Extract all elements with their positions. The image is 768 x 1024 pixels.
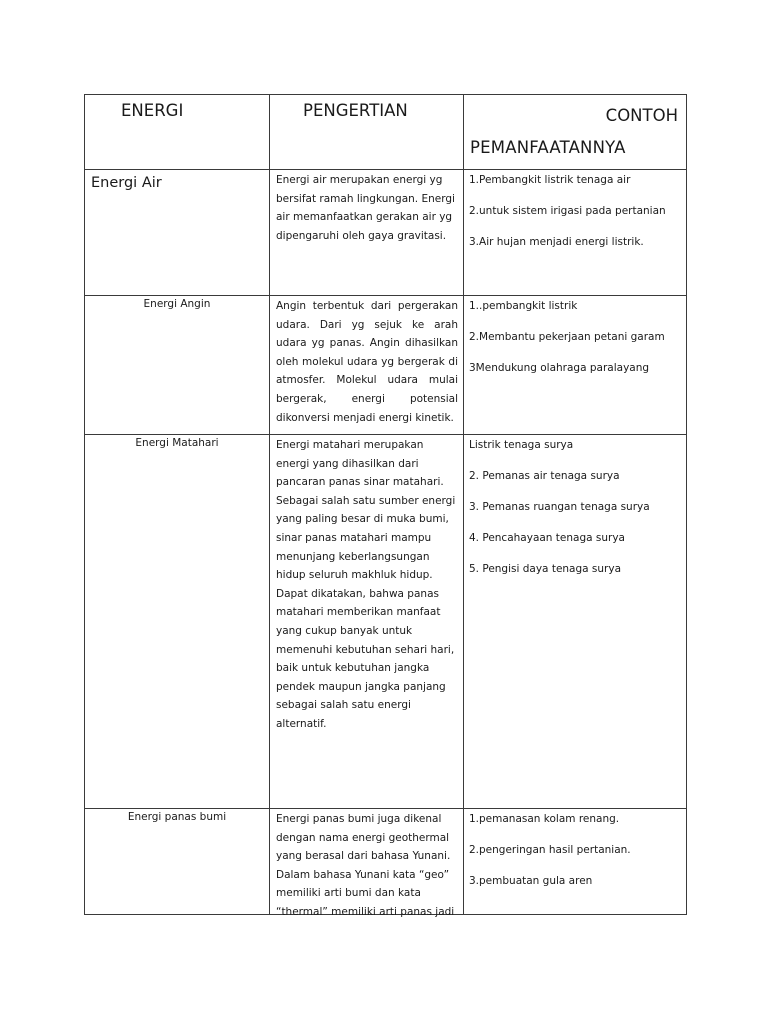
energy-name: Energi Air	[85, 170, 270, 296]
energy-table	[84, 94, 687, 918]
table-row	[85, 296, 687, 435]
energy-name: Energi Matahari	[85, 435, 270, 809]
table-row	[85, 809, 687, 915]
example-item: 4. Pencahayaan tenaga surya	[469, 532, 625, 544]
example-item: 3. Pemanas ruangan tenaga surya	[469, 501, 650, 513]
energy-definition: Angin terbentuk dari pergerakan udara. Dari yg sejuk ke arah udara yg panas. Angin dihasilkan oleh molekul udara yg bergerak di atmosfer. Molekul udara mulai bergerak, energi potensial dikonversi menjadi energi kinetik.	[270, 296, 464, 435]
example-item: 3.pembuatan gula aren	[469, 875, 593, 887]
header-contoh-line1: CONTOH	[605, 106, 678, 125]
header-energi: ENERGI	[85, 95, 270, 170]
example-item: 2.untuk sistem irigasi pada pertanian	[469, 205, 666, 217]
header-pengertian: PENGERTIAN	[270, 95, 464, 170]
energy-examples	[464, 170, 687, 296]
table-row	[85, 170, 687, 296]
energy-examples	[464, 809, 687, 915]
example-item: Listrik tenaga surya	[469, 439, 574, 451]
example-item: 1..pembangkit listrik	[469, 300, 578, 312]
header-contoh-pemanfaatannya	[464, 95, 687, 170]
table-row	[85, 435, 687, 809]
example-item: 2.Membantu pekerjaan petani garam	[469, 331, 665, 343]
example-item: 1.Pembangkit listrik tenaga air	[469, 174, 631, 186]
example-item: 2.pengeringan hasil pertanian.	[469, 844, 631, 856]
example-item: 1.pemanasan kolam renang.	[469, 813, 620, 825]
energy-definition: Energi matahari merupakan energi yang dihasilkan dari pancaran panas sinar matahari. Sebagai salah satu sumber energi yang paling besar di muka bumi, sinar panas matahari mampu menunjang keberlangsungan hidup seluruh makhluk hidup. Dapat dikatakan, bahwa panas matahari memberikan manfaat yang cukup banyak untuk memenuhi kebutuhan sehari hari, baik untuk kebutuhan jangka pendek maupun jangka panjang sebagai salah satu energi alternatif.	[270, 435, 464, 809]
example-item: 5. Pengisi daya tenaga surya	[469, 563, 622, 575]
energy-definition	[270, 809, 464, 918]
energy-name: Energi panas bumi	[85, 809, 270, 915]
example-item: 3Mendukung olahraga paralayang	[469, 362, 650, 374]
header-contoh-line2: PEMANFAATANNYA	[470, 138, 626, 157]
energy-definition: Energi air merupakan energi yg bersifat ramah lingkungan. Energi air memanfaatkan gerakan air yg dipengaruhi oleh gaya gravitasi.	[270, 170, 464, 296]
example-item: 2. Pemanas air tenaga surya	[469, 470, 620, 482]
energy-examples	[464, 435, 687, 809]
energy-name: Energi Angin	[85, 296, 270, 435]
energy-examples	[464, 296, 687, 435]
table-header-row	[85, 95, 687, 170]
example-item: 3.Air hujan menjadi energi listrik.	[469, 236, 644, 248]
energy-definition-text: Energi panas bumi juga dikenal dengan nama energi geothermal yang berasal dari bahasa Yunani. Dalam bahasa Yunani kata “geo” memiliki arti bumi dan kata “thermal” memiliki arti panas jadi	[276, 813, 455, 918]
